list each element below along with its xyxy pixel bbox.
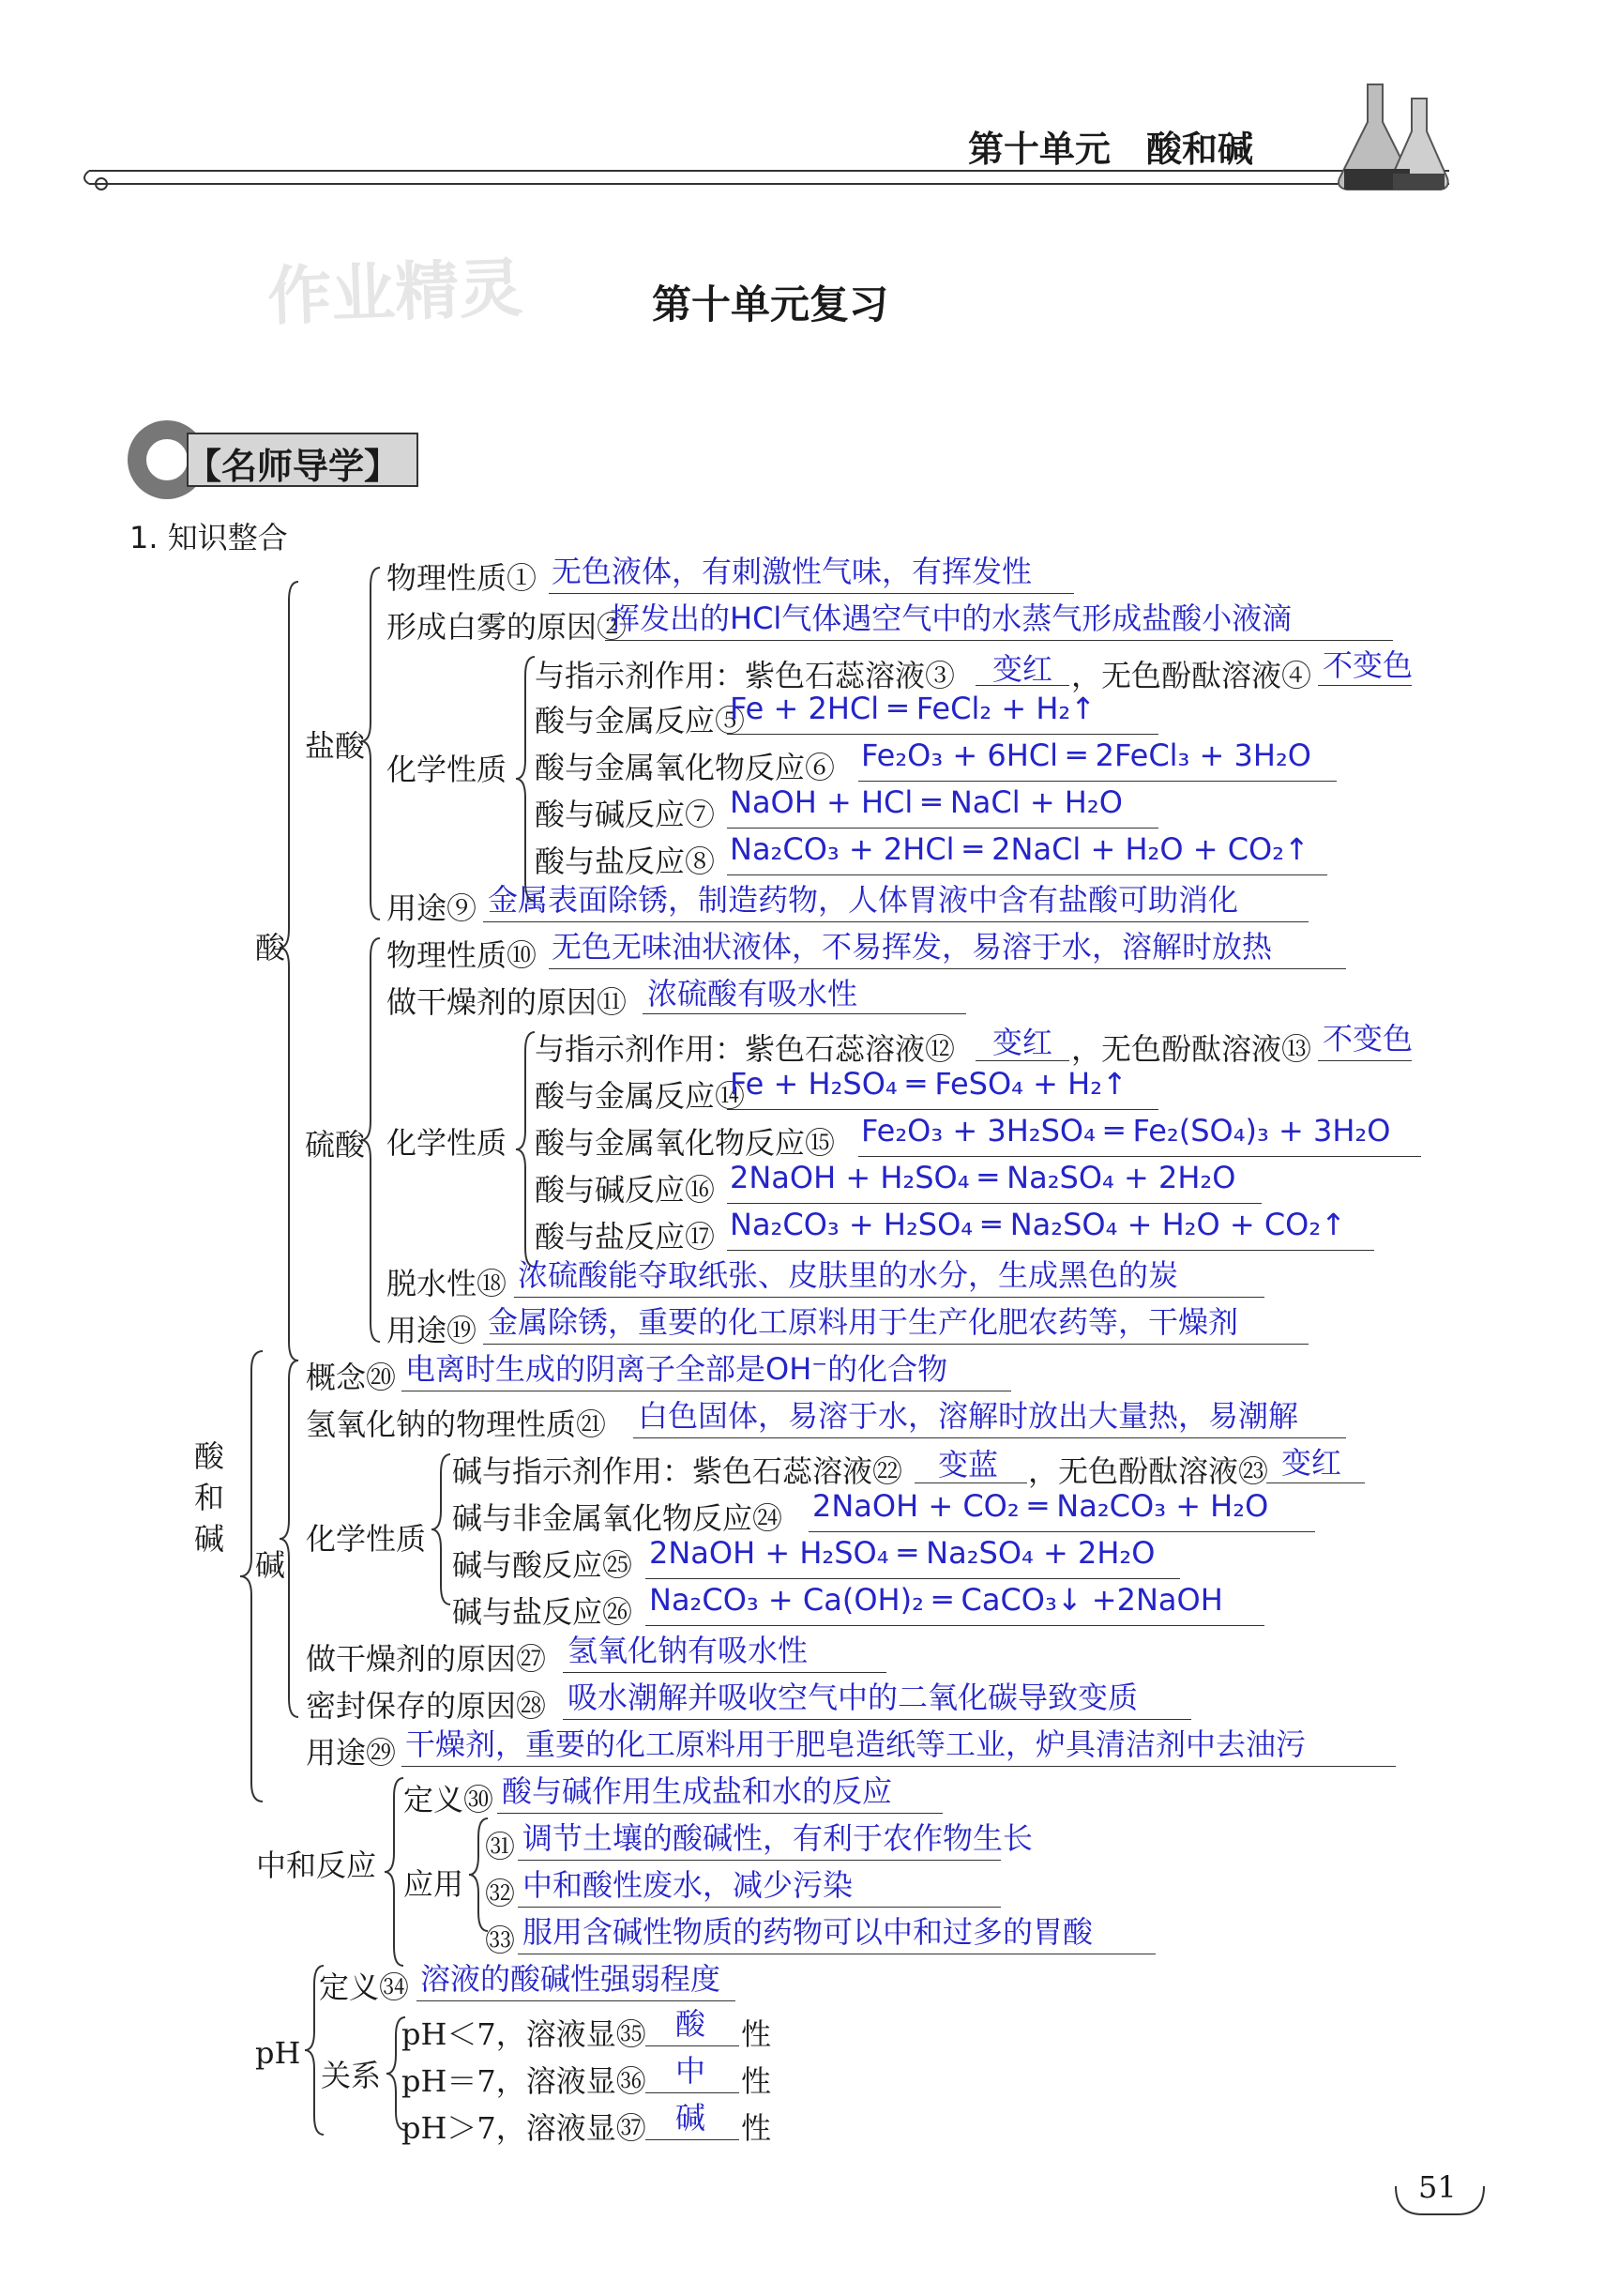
- node-base: 碱: [255, 1547, 286, 1583]
- row-label: 酸与碱反应⑦: [535, 797, 716, 832]
- row-answer: Na₂CO₃ + H₂SO₄ ═ Na₂SO₄ + H₂O + CO₂↑: [730, 1207, 1346, 1242]
- unit-header: 第十单元 酸和碱: [968, 129, 1254, 170]
- row-label: 酸与金属氧化物反应⑮: [535, 1125, 836, 1161]
- row-answer: Fe + 2HCl ═ FeCl₂ + H₂↑: [730, 691, 1097, 726]
- row-label: 用途⑲: [386, 1313, 477, 1348]
- node-h2so4: 硫酸: [305, 1127, 366, 1163]
- row-answer: 调节土壤的酸碱性，有利于农作物生长: [522, 1820, 1034, 1856]
- row-label: 用途㉙: [306, 1735, 397, 1771]
- row-answer: 金属表面除锈，制造药物，人体胃液中含有盐酸可助消化: [488, 882, 1239, 918]
- row-label: ㉜: [485, 1876, 516, 1911]
- row-label: 氢氧化钠的物理性质㉑: [306, 1406, 607, 1442]
- node-neutralization: 中和反应: [256, 1847, 377, 1883]
- row-answer: 2NaOH + H₂SO₄ ═ Na₂SO₄ + 2H₂O: [730, 1160, 1236, 1195]
- row-label: 定义㉞: [319, 1969, 410, 2005]
- row-label: 碱与非金属氧化物反应㉔: [452, 1500, 783, 1536]
- row-label: ㉝: [485, 1923, 516, 1958]
- row-label: 与指示剂作用：紫色石蕊溶液③: [535, 658, 956, 693]
- row-label: 概念⑳: [306, 1360, 397, 1395]
- row-answer: 氢氧化钠有吸水性: [567, 1633, 809, 1668]
- row-answer: 变蓝: [938, 1447, 999, 1483]
- row-label: 定义㉚: [403, 1782, 494, 1817]
- row-answer: 干燥剂，重要的化工原料用于肥皂造纸等工业，炉具清洁剂中去油污: [405, 1726, 1307, 1762]
- row-label: 酸与金属反应⑤: [535, 703, 746, 738]
- node-h2so4-chem: 化学性质: [386, 1125, 507, 1161]
- page-number: 51: [1418, 2169, 1457, 2205]
- row-answer: 服用含碱性物质的药物可以中和过多的胃酸: [522, 1914, 1094, 1950]
- node-acid: 酸: [255, 930, 286, 966]
- node-hcl: 盐酸: [305, 728, 366, 764]
- row-answer: 变红: [992, 651, 1053, 687]
- row-label: 脱水性⑱: [386, 1266, 507, 1301]
- row-answer: 2NaOH + H₂SO₄ ═ Na₂SO₄ + 2H₂O: [649, 1535, 1156, 1571]
- row-answer: 中: [675, 2053, 706, 2089]
- row-answer-2: 变红: [1281, 1445, 1342, 1481]
- row-label: 形成白雾的原因②: [386, 609, 628, 645]
- row-answer: 吸水潮解并吸收空气中的二氧化碳导致变质: [567, 1680, 1139, 1715]
- row-answer: 2NaOH + CO₂ ═ Na₂CO₃ + H₂O: [812, 1488, 1269, 1524]
- row-label: 密封保存的原因㉘: [306, 1688, 547, 1724]
- row-answer: Fe₂O₃ + 3H₂SO₄ ═ Fe₂(SO₄)₃ + 3H₂O: [861, 1113, 1391, 1148]
- row-label: 碱与盐反应㉖: [452, 1594, 633, 1630]
- row-mid: ，无色酚酞溶液④: [1071, 658, 1312, 693]
- row-answer: Na₂CO₃ + Ca(OH)₂ ═ CaCO₃↓ +2NaOH: [649, 1582, 1223, 1618]
- row-answer: 无色无味油状液体，不易挥发，易溶于水，溶解时放热: [552, 929, 1273, 965]
- row-mid: ，无色酚酞溶液㉓: [1028, 1453, 1269, 1489]
- row-label: 碱与酸反应㉕: [452, 1547, 633, 1583]
- row-answer: 金属除锈，重要的化工原料用于生产化肥农药等，干燥剂: [488, 1304, 1239, 1340]
- row-answer: 溶液的酸碱性强弱程度: [420, 1961, 721, 1997]
- subsection-heading: 1. 知识整合: [129, 520, 288, 555]
- row-answer: 白色固体，易溶于水，溶解时放出大量热，易潮解: [638, 1398, 1299, 1434]
- row-label: pH＜7，溶液显㉟: [401, 2016, 646, 2052]
- row-label: 酸与碱反应⑯: [535, 1172, 716, 1208]
- row-answer: 变红: [992, 1025, 1053, 1060]
- row-suffix: 性: [741, 2063, 772, 2099]
- row-answer: 中和酸性废水，减少污染: [522, 1867, 854, 1903]
- row-label: 碱与指示剂作用：紫色石蕊溶液㉒: [452, 1453, 903, 1489]
- row-label: pH＝7，溶液显㊱: [401, 2063, 646, 2099]
- row-answer: 无色液体，有刺激性气味，有挥发性: [552, 554, 1033, 589]
- node-ph: pH: [255, 2035, 301, 2071]
- row-label: 酸与盐反应⑰: [535, 1219, 716, 1254]
- row-label: ㉛: [485, 1829, 516, 1864]
- page-title: 第十单元复习: [652, 281, 889, 327]
- row-answer: Fe + H₂SO₄ ═ FeSO₄ + H₂↑: [730, 1066, 1127, 1102]
- row-label: pH＞7，溶液显㊲: [401, 2110, 646, 2146]
- row-answer: Fe₂O₃ + 6HCl ═ 2FeCl₃ + 3H₂O: [861, 737, 1311, 773]
- row-label: 酸与金属反应⑭: [535, 1078, 746, 1114]
- row-label: 酸与金属氧化物反应⑥: [535, 750, 836, 785]
- row-answer: 酸: [675, 2006, 706, 2042]
- row-answer: 电离时生成的阴离子全部是OH⁻的化合物: [405, 1351, 948, 1387]
- row-answer-2: 不变色: [1323, 1021, 1414, 1057]
- row-answer: 酸与碱作用生成盐和水的反应: [502, 1773, 893, 1809]
- row-label: 做干燥剂的原因㉗: [306, 1641, 547, 1677]
- node-application: 应用: [403, 1866, 464, 1902]
- row-answer: NaOH + HCl ═ NaCl + H₂O: [730, 784, 1123, 820]
- row-answer: 浓硫酸有吸水性: [647, 976, 858, 1011]
- row-answer: 碱: [675, 2100, 706, 2136]
- node-hcl-chem: 化学性质: [386, 752, 507, 787]
- row-answer: 浓硫酸能夺取纸张、皮肤里的水分，生成黑色的炭: [518, 1257, 1179, 1293]
- row-answer: 挥发出的HCl气体遇空气中的水蒸气形成盐酸小液滴: [610, 601, 1293, 636]
- row-label: 物理性质①: [386, 560, 537, 596]
- row-suffix: 性: [741, 2016, 772, 2052]
- row-label: 酸与盐反应⑧: [535, 844, 716, 879]
- row-label: 用途⑨: [386, 890, 477, 926]
- node-root: 酸和碱: [194, 1438, 225, 1557]
- watermark: 作业精灵: [265, 251, 524, 335]
- row-answer: Na₂CO₃ + 2HCl ═ 2NaCl + H₂O + CO₂↑: [730, 831, 1309, 867]
- section-badge: 【名师导学】: [186, 446, 401, 487]
- row-label: 物理性质⑩: [386, 937, 537, 973]
- node-base-chem: 化学性质: [306, 1521, 427, 1557]
- row-mid: ，无色酚酞溶液⑬: [1071, 1031, 1312, 1067]
- node-relation: 关系: [321, 2058, 382, 2093]
- row-label: 做干燥剂的原因⑪: [386, 984, 628, 1020]
- row-answer-2: 不变色: [1323, 647, 1414, 683]
- row-suffix: 性: [741, 2110, 772, 2146]
- row-label: 与指示剂作用：紫色石蕊溶液⑫: [535, 1031, 956, 1067]
